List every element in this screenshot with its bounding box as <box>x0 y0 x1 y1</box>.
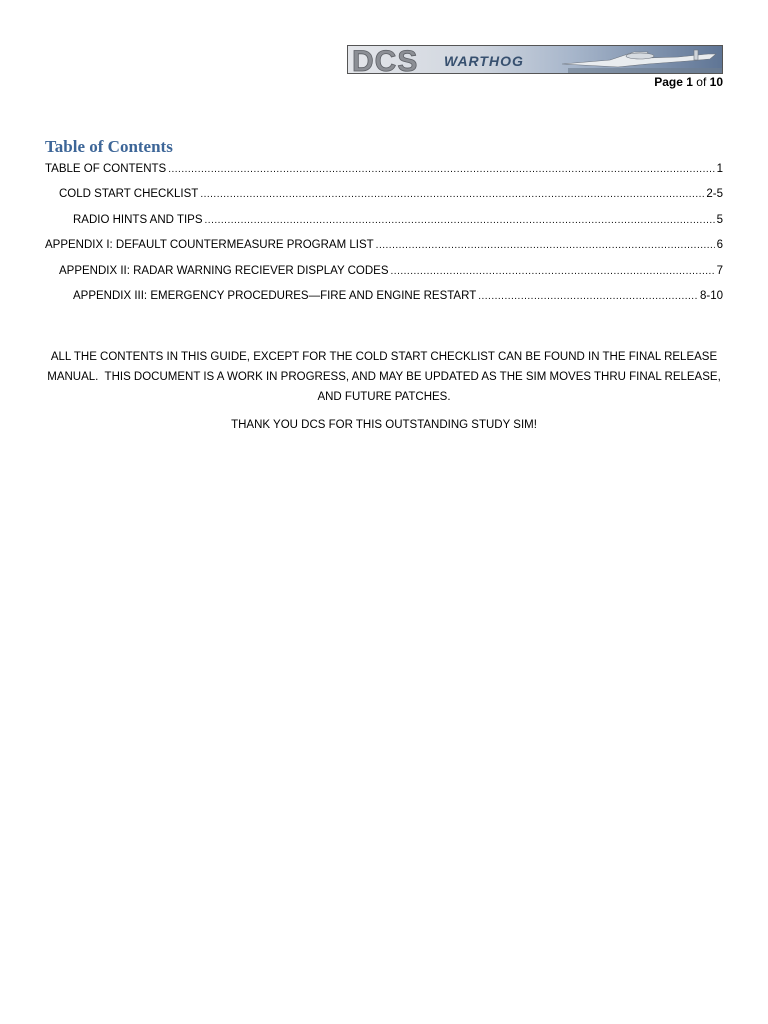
toc-entry-cold-start[interactable] <box>59 187 723 202</box>
thanks-line: THANK YOU DCS FOR THIS OUTSTANDING STUDY SIM! <box>231 419 537 431</box>
page-number <box>654 75 723 89</box>
notice-line-2: MANUAL. THIS DOCUMENT IS A WORK IN PROGRESS, AND MAY BE UPDATED AS THE SIM MOVES THRU FINAL RELEASE, <box>47 371 721 383</box>
notice-line-3: AND FUTURE PATCHES. <box>317 391 451 403</box>
toc-entry-appendix-ii[interactable] <box>59 264 723 279</box>
toc-title: Table of Contents <box>45 137 173 156</box>
notice-paragraph <box>40 347 728 407</box>
toc-leader-dots <box>200 188 704 202</box>
page-total: 10 <box>709 75 723 89</box>
toc-leader-dots <box>205 214 715 228</box>
toc-entry-table-of-contents[interactable] <box>45 162 723 177</box>
page-label: Page <box>654 75 683 89</box>
toc-leader-dots <box>376 239 715 253</box>
toc-entry-appendix-i[interactable] <box>45 238 723 253</box>
toc-entry-radio-hints[interactable] <box>73 213 723 228</box>
notice-line-1: ALL THE CONTENTS IN THIS GUIDE, EXCEPT FOR THE COLD START CHECKLIST CAN BE FOUND IN THE FINAL RELEASE <box>50 351 718 363</box>
toc-entry-label: APPENDIX II: RADAR WARNING RECIEVER DISPLAY CODES <box>59 265 389 277</box>
toc-entry-page: 5 <box>716 214 723 226</box>
toc-entry-page: 2-5 <box>706 188 723 200</box>
toc-entry-label: TABLE OF CONTENTS <box>45 163 167 175</box>
toc-entry-appendix-iii[interactable] <box>73 289 723 304</box>
toc-entry-label: APPENDIX III: EMERGENCY PROCEDURES—FIRE AND ENGINE RESTART <box>73 290 477 302</box>
toc-entry-page: 1 <box>716 163 723 175</box>
toc-entry-page: 8-10 <box>699 290 723 302</box>
toc-entry-page: 6 <box>716 239 723 251</box>
page-of-label: of <box>696 75 707 89</box>
toc-entry-label: RADIO HINTS AND TIPS <box>73 214 203 226</box>
page-current: 1 <box>686 75 693 89</box>
dcs-warthog-banner <box>347 45 723 74</box>
toc-entry-page: 7 <box>716 265 723 277</box>
toc-leader-dots <box>391 265 715 279</box>
toc-entry-label: COLD START CHECKLIST <box>59 188 199 200</box>
banner-title-text: WARTHOG <box>444 53 524 69</box>
toc-leader-dots <box>478 290 698 304</box>
toc-leader-dots <box>168 163 714 177</box>
banner-logo-text: DCS <box>352 46 419 73</box>
toc-entry-label: APPENDIX I: DEFAULT COUNTERMEASURE PROGRAM LIST <box>45 239 374 251</box>
